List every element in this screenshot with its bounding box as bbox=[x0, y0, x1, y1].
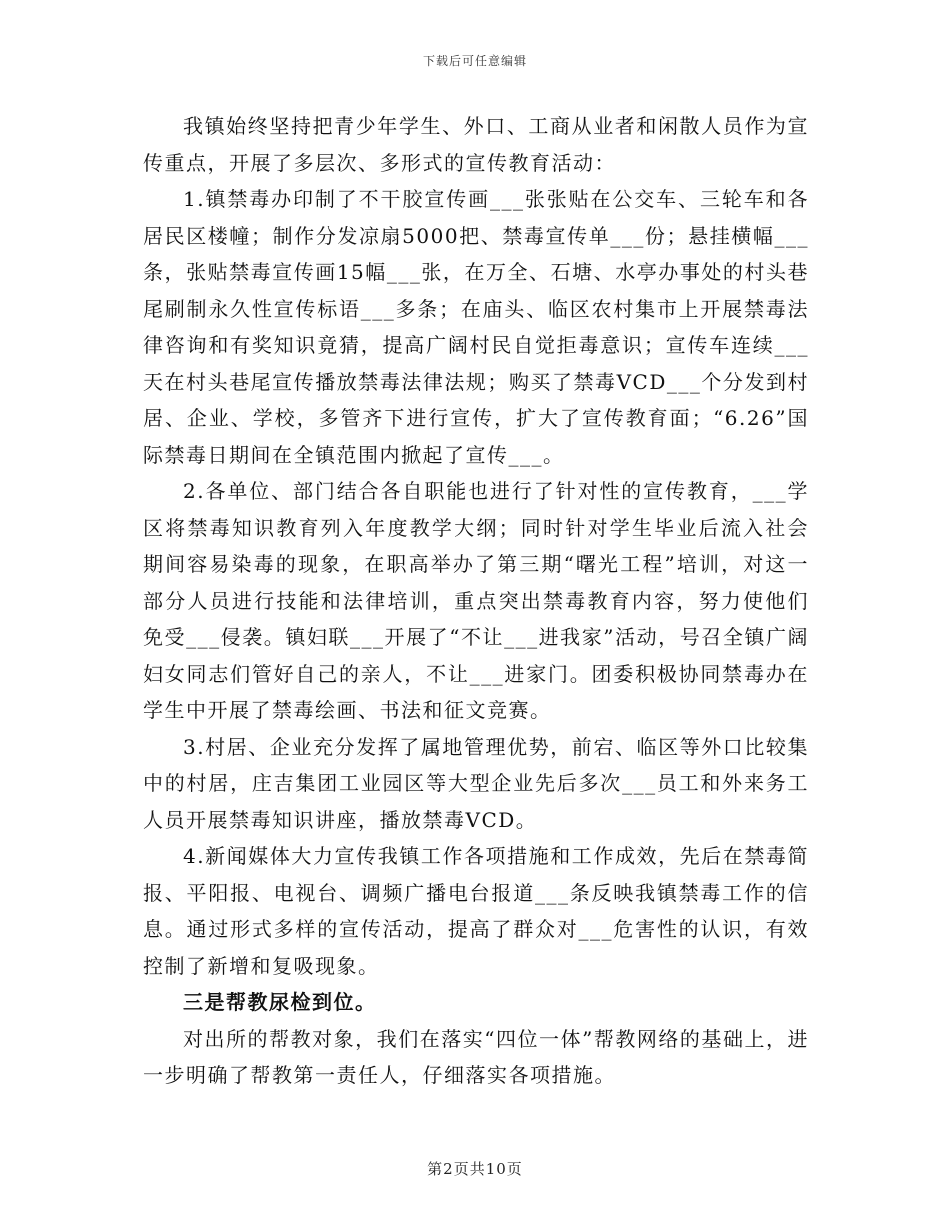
section-heading: 三是帮教尿检到位。 bbox=[183, 990, 377, 1014]
paragraph-closing: 对出所的帮教对象，我们在落实“四位一体”帮教网络的基础上，进一步明确了帮教第一责任人，仔细落实各项措施。 bbox=[143, 1026, 809, 1087]
paragraph-item-4: 4.新闻媒体大力宣传我镇工作各项措施和工作成效，先后在禁毒简报、平阳报、电视台、调频广播电台报道___条反映我镇禁毒工作的信息。通过形式多样的宣传活动，提高了群众对___危害性的认识，有效控制了新增和复吸现象。 bbox=[143, 844, 809, 978]
paragraph-item-2: 2.各单位、部门结合各自职能也进行了针对性的宣传教育，___学区将禁毒知识教育列入年度教学大纲；同时针对学生毕业后流入社会期间容易染毒的现象，在职高举办了第三期“曙光工程”培训，对这一部分人员进行技能和法律培训，重点突出禁毒教育内容，努力使他们免受___侵袭。镇妇联___开展了“不让___进我家”活动，号召全镇广阔妇女同志们管好自己的亲人，不让___进家门。团委积极协同禁毒办在学生中开展了禁毒绘画、书法和征文竞赛。 bbox=[143, 479, 809, 722]
paragraph-item-1: 1.镇禁毒办印制了不干胶宣传画___张张贴在公交车、三轮车和各居民区楼幢；制作分发凉扇5000把、禁毒宣传单___份；悬挂横幅___条，张贴禁毒宣传画15幅___张，在万全、石塘、水亭办事处的村头巷尾刷制永久性宣传标语___多条；在庙头、临区农村集市上开展禁毒法律咨询和有奖知识竟猜，提高广阔村民自觉拒毒意识；宣传车连续___天在村头巷尾宣传播放禁毒法律法规；购买了禁毒VCD___个分发到村居、企业、学校，多管齐下进行宣传，扩大了宣传教育面；“6.26”国际禁毒日期间在全镇范围内掀起了宣传___。 bbox=[143, 187, 809, 467]
page-number: 第2页共10页 bbox=[427, 1160, 523, 1178]
paragraph-item-3: 3.村居、企业充分发挥了属地管理优势，前宕、临区等外口比较集中的村居，庄吉集团工业园区等大型企业先后多次___员工和外来务工人员开展禁毒知识讲座，播放禁毒VCD。 bbox=[143, 734, 809, 832]
page-header: 下载后可任意编辑 bbox=[422, 54, 527, 68]
document-body bbox=[143, 108, 809, 1094]
paragraph-intro: 我镇始终坚持把青少年学生、外口、工商从业者和闲散人员作为宣传重点，开展了多层次、多形式的宣传教育活动： bbox=[143, 114, 809, 175]
